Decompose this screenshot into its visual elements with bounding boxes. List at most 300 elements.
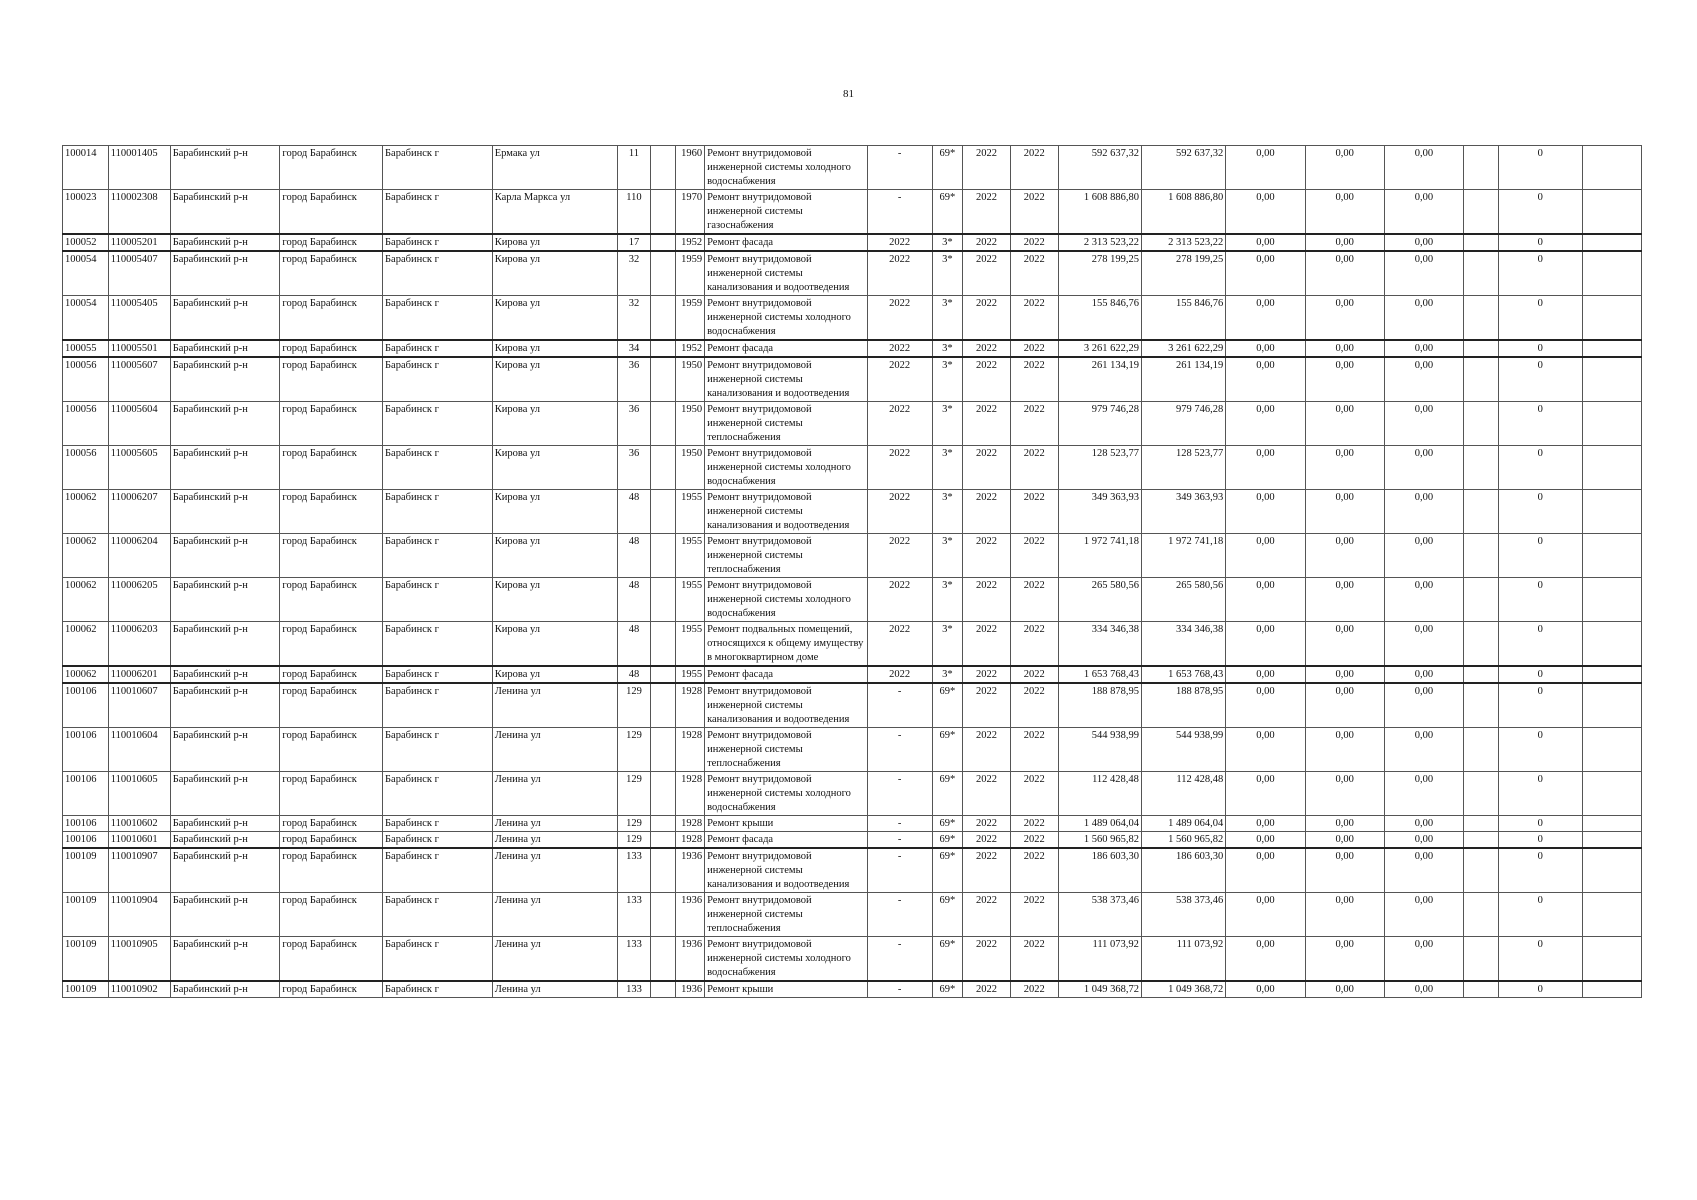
cell-category: 3* [932, 446, 962, 490]
cell-house-number: 129 [617, 816, 651, 832]
cell-cost-budget-local: 0,00 [1384, 937, 1463, 982]
cell-category: 69* [932, 772, 962, 816]
cell-object-id: 100062 [63, 578, 109, 622]
cell-extra-blank [1464, 832, 1499, 849]
cell-cost-fund: 186 603,30 [1141, 848, 1225, 893]
cell-cost-budget-local: 0,00 [1384, 578, 1463, 622]
cell-extra-blank [1464, 146, 1499, 190]
cell-object-id: 100055 [63, 340, 109, 357]
cell-cost-budget-regional: 0,00 [1305, 832, 1384, 849]
cell-cost-budget-local: 0,00 [1384, 296, 1463, 341]
cell-cost-budget-federal: 0,00 [1226, 490, 1305, 534]
cell-cost-budget-regional: 0,00 [1305, 234, 1384, 251]
cell-category: 69* [932, 981, 962, 998]
cell-district: Барабинский р-н [170, 340, 280, 357]
cell-year-end: 2022 [1010, 772, 1058, 816]
cell-cost-fund: 334 346,38 [1141, 622, 1225, 667]
cell-notes [1582, 490, 1641, 534]
cell-street: Кирова ул [492, 402, 617, 446]
cell-year-start: 2022 [963, 666, 1011, 683]
cell-building [651, 402, 675, 446]
cell-settlement: Барабинск г [383, 340, 493, 357]
cell-municipality: город Барабинск [280, 296, 383, 341]
cell-cost-total: 1 653 768,43 [1058, 666, 1141, 683]
cell-year-end: 2022 [1010, 534, 1058, 578]
cell-work-type: Ремонт внутридомовой инженерной системы теплоснабжения [705, 402, 868, 446]
cell-category: 69* [932, 937, 962, 982]
cell-building [651, 728, 675, 772]
cell-notes [1582, 402, 1641, 446]
cell-work-type: Ремонт внутридомовой инженерной системы канализования и водоотведения [705, 251, 868, 296]
cell-extra-blank [1464, 683, 1499, 728]
cell-work-type: Ремонт внутридомовой инженерной системы холодного водоснабжения [705, 937, 868, 982]
cell-category: 69* [932, 146, 962, 190]
cell-cost-budget-federal: 0,00 [1226, 296, 1305, 341]
cell-owners-funds: 0 [1498, 578, 1582, 622]
cell-work-type: Ремонт внутридомовой инженерной системы теплоснабжения [705, 534, 868, 578]
cell-cost-budget-federal: 0,00 [1226, 728, 1305, 772]
cell-work-type: Ремонт внутридомовой инженерной системы холодного водоснабжения [705, 296, 868, 341]
cell-cost-fund: 128 523,77 [1141, 446, 1225, 490]
cell-cost-total: 349 363,93 [1058, 490, 1141, 534]
cell-category: 3* [932, 251, 962, 296]
cell-year-built: 1950 [675, 446, 704, 490]
cell-house-number: 133 [617, 848, 651, 893]
cell-year-end: 2022 [1010, 234, 1058, 251]
cell-extra-blank [1464, 446, 1499, 490]
table-row [63, 402, 1642, 446]
cell-work-type: Ремонт фасада [705, 234, 868, 251]
cell-municipality: город Барабинск [280, 893, 383, 937]
cell-house-number: 17 [617, 234, 651, 251]
cell-street: Ленина ул [492, 683, 617, 728]
cell-building [651, 683, 675, 728]
cell-house-number: 110 [617, 190, 651, 235]
cell-cost-budget-regional: 0,00 [1305, 402, 1384, 446]
cell-extra-blank [1464, 578, 1499, 622]
cell-cost-total: 979 746,28 [1058, 402, 1141, 446]
cell-year-end: 2022 [1010, 357, 1058, 402]
cell-year-start: 2022 [963, 251, 1011, 296]
cell-house-number: 48 [617, 622, 651, 667]
cell-building [651, 234, 675, 251]
cell-building [651, 251, 675, 296]
cell-year-start: 2022 [963, 816, 1011, 832]
cell-object-id: 100014 [63, 146, 109, 190]
cell-cost-total: 1 049 368,72 [1058, 981, 1141, 998]
cell-notes [1582, 728, 1641, 772]
cell-cost-total: 111 073,92 [1058, 937, 1141, 982]
cell-category: 3* [932, 622, 962, 667]
cell-year-end: 2022 [1010, 816, 1058, 832]
cell-house-number: 129 [617, 683, 651, 728]
cell-year-end: 2022 [1010, 146, 1058, 190]
cell-cost-budget-federal: 0,00 [1226, 832, 1305, 849]
cell-cost-fund: 544 938,99 [1141, 728, 1225, 772]
cell-extra-blank [1464, 728, 1499, 772]
cell-extra-blank [1464, 402, 1499, 446]
cell-year-start: 2022 [963, 340, 1011, 357]
cell-work-id: 110005407 [108, 251, 170, 296]
cell-cost-budget-federal: 0,00 [1226, 190, 1305, 235]
table-body [63, 146, 1642, 998]
cell-cost-fund: 1 049 368,72 [1141, 981, 1225, 998]
cell-year-planned: - [867, 728, 932, 772]
cell-cost-total: 155 846,76 [1058, 296, 1141, 341]
cell-owners-funds: 0 [1498, 357, 1582, 402]
cell-owners-funds: 0 [1498, 772, 1582, 816]
cell-year-built: 1955 [675, 490, 704, 534]
cell-building [651, 578, 675, 622]
cell-cost-budget-federal: 0,00 [1226, 534, 1305, 578]
cell-cost-budget-federal: 0,00 [1226, 937, 1305, 982]
cell-work-id: 110005607 [108, 357, 170, 402]
cell-building [651, 981, 675, 998]
cell-year-planned: 2022 [867, 666, 932, 683]
cell-cost-budget-federal: 0,00 [1226, 146, 1305, 190]
cell-year-planned: - [867, 683, 932, 728]
cell-settlement: Барабинск г [383, 666, 493, 683]
page-number: 81 [843, 88, 854, 100]
cell-category: 69* [932, 190, 962, 235]
cell-cost-budget-local: 0,00 [1384, 340, 1463, 357]
cell-work-type: Ремонт внутридомовой инженерной системы холодного водоснабжения [705, 146, 868, 190]
cell-category: 69* [932, 683, 962, 728]
cell-cost-budget-federal: 0,00 [1226, 893, 1305, 937]
cell-work-id: 110001405 [108, 146, 170, 190]
cell-cost-budget-federal: 0,00 [1226, 402, 1305, 446]
cell-notes [1582, 446, 1641, 490]
table-row [63, 340, 1642, 357]
cell-house-number: 11 [617, 146, 651, 190]
cell-district: Барабинский р-н [170, 832, 280, 849]
cell-municipality: город Барабинск [280, 534, 383, 578]
cell-year-start: 2022 [963, 534, 1011, 578]
cell-category: 69* [932, 728, 962, 772]
table-row [63, 446, 1642, 490]
cell-settlement: Барабинск г [383, 402, 493, 446]
cell-extra-blank [1464, 816, 1499, 832]
cell-year-start: 2022 [963, 728, 1011, 772]
cell-street: Кирова ул [492, 534, 617, 578]
cell-house-number: 32 [617, 251, 651, 296]
cell-cost-budget-local: 0,00 [1384, 402, 1463, 446]
cell-street: Кирова ул [492, 666, 617, 683]
cell-year-end: 2022 [1010, 490, 1058, 534]
cell-year-built: 1955 [675, 578, 704, 622]
cell-work-id: 110010907 [108, 848, 170, 893]
cell-street: Ленина ул [492, 981, 617, 998]
cell-settlement: Барабинск г [383, 234, 493, 251]
cell-category: 3* [932, 490, 962, 534]
cell-cost-fund: 155 846,76 [1141, 296, 1225, 341]
cell-municipality: город Барабинск [280, 234, 383, 251]
cell-extra-blank [1464, 893, 1499, 937]
cell-district: Барабинский р-н [170, 937, 280, 982]
cell-category: 3* [932, 578, 962, 622]
cell-building [651, 772, 675, 816]
cell-cost-fund: 979 746,28 [1141, 402, 1225, 446]
cell-street: Ленина ул [492, 772, 617, 816]
cell-street: Ленина ул [492, 893, 617, 937]
cell-cost-total: 3 261 622,29 [1058, 340, 1141, 357]
table-row [63, 146, 1642, 190]
cell-owners-funds: 0 [1498, 234, 1582, 251]
cell-cost-fund: 1 608 886,80 [1141, 190, 1225, 235]
cell-street: Ермака ул [492, 146, 617, 190]
cell-municipality: город Барабинск [280, 446, 383, 490]
cell-municipality: город Барабинск [280, 816, 383, 832]
cell-year-planned: 2022 [867, 340, 932, 357]
table-row [63, 578, 1642, 622]
cell-cost-budget-local: 0,00 [1384, 534, 1463, 578]
cell-owners-funds: 0 [1498, 683, 1582, 728]
cell-notes [1582, 622, 1641, 667]
cell-cost-budget-regional: 0,00 [1305, 816, 1384, 832]
cell-municipality: город Барабинск [280, 251, 383, 296]
cell-cost-budget-federal: 0,00 [1226, 848, 1305, 893]
cell-year-planned: 2022 [867, 446, 932, 490]
cell-cost-budget-regional: 0,00 [1305, 251, 1384, 296]
cell-year-planned: 2022 [867, 622, 932, 667]
cell-work-type: Ремонт внутридомовой инженерной системы канализования и водоотведения [705, 490, 868, 534]
cell-extra-blank [1464, 234, 1499, 251]
cell-house-number: 129 [617, 728, 651, 772]
cell-notes [1582, 848, 1641, 893]
cell-year-start: 2022 [963, 937, 1011, 982]
cell-district: Барабинский р-н [170, 534, 280, 578]
cell-work-type: Ремонт крыши [705, 816, 868, 832]
cell-work-type: Ремонт внутридомовой инженерной системы канализования и водоотведения [705, 357, 868, 402]
cell-cost-budget-federal: 0,00 [1226, 340, 1305, 357]
cell-notes [1582, 251, 1641, 296]
cell-work-type: Ремонт внутридомовой инженерной системы газоснабжения [705, 190, 868, 235]
cell-cost-budget-regional: 0,00 [1305, 848, 1384, 893]
cell-year-planned: 2022 [867, 357, 932, 402]
cell-notes [1582, 357, 1641, 402]
cell-house-number: 48 [617, 578, 651, 622]
cell-work-type: Ремонт подвальных помещений, относящихся к общему имуществу в многоквартирном доме [705, 622, 868, 667]
cell-year-built: 1952 [675, 340, 704, 357]
table-row [63, 190, 1642, 235]
cell-year-built: 1959 [675, 296, 704, 341]
cell-cost-total: 592 637,32 [1058, 146, 1141, 190]
cell-cost-budget-local: 0,00 [1384, 446, 1463, 490]
cell-cost-budget-local: 0,00 [1384, 772, 1463, 816]
cell-house-number: 48 [617, 490, 651, 534]
cell-year-start: 2022 [963, 772, 1011, 816]
cell-district: Барабинский р-н [170, 296, 280, 341]
cell-house-number: 48 [617, 534, 651, 578]
cell-street: Ленина ул [492, 937, 617, 982]
cell-year-built: 1936 [675, 981, 704, 998]
cell-year-start: 2022 [963, 981, 1011, 998]
cell-year-start: 2022 [963, 446, 1011, 490]
cell-cost-total: 112 428,48 [1058, 772, 1141, 816]
cell-municipality: город Барабинск [280, 578, 383, 622]
cell-cost-budget-regional: 0,00 [1305, 340, 1384, 357]
cell-owners-funds: 0 [1498, 190, 1582, 235]
cell-cost-fund: 1 653 768,43 [1141, 666, 1225, 683]
cell-building [651, 146, 675, 190]
cell-house-number: 48 [617, 666, 651, 683]
cell-object-id: 100109 [63, 937, 109, 982]
cell-settlement: Барабинск г [383, 893, 493, 937]
cell-category: 69* [932, 893, 962, 937]
cell-notes [1582, 937, 1641, 982]
register-table [62, 145, 1642, 998]
cell-municipality: город Барабинск [280, 981, 383, 998]
cell-building [651, 534, 675, 578]
cell-cost-fund: 1 972 741,18 [1141, 534, 1225, 578]
cell-settlement: Барабинск г [383, 772, 493, 816]
cell-owners-funds: 0 [1498, 340, 1582, 357]
cell-object-id: 100054 [63, 251, 109, 296]
cell-cost-budget-regional: 0,00 [1305, 534, 1384, 578]
cell-district: Барабинский р-н [170, 490, 280, 534]
cell-house-number: 34 [617, 340, 651, 357]
cell-work-id: 110002308 [108, 190, 170, 235]
cell-extra-blank [1464, 357, 1499, 402]
cell-street: Ленина ул [492, 848, 617, 893]
cell-year-end: 2022 [1010, 296, 1058, 341]
cell-year-start: 2022 [963, 848, 1011, 893]
cell-year-built: 1959 [675, 251, 704, 296]
cell-settlement: Барабинск г [383, 296, 493, 341]
cell-building [651, 490, 675, 534]
cell-notes [1582, 146, 1641, 190]
cell-cost-total: 188 878,95 [1058, 683, 1141, 728]
cell-street: Карла Маркса ул [492, 190, 617, 235]
table-row [63, 893, 1642, 937]
cell-cost-fund: 112 428,48 [1141, 772, 1225, 816]
cell-year-start: 2022 [963, 490, 1011, 534]
cell-year-start: 2022 [963, 357, 1011, 402]
cell-municipality: город Барабинск [280, 190, 383, 235]
cell-municipality: город Барабинск [280, 832, 383, 849]
cell-work-id: 110005605 [108, 446, 170, 490]
cell-cost-budget-federal: 0,00 [1226, 622, 1305, 667]
cell-street: Кирова ул [492, 578, 617, 622]
cell-cost-budget-federal: 0,00 [1226, 234, 1305, 251]
cell-year-built: 1955 [675, 622, 704, 667]
cell-street: Кирова ул [492, 490, 617, 534]
cell-cost-budget-regional: 0,00 [1305, 728, 1384, 772]
table-row [63, 490, 1642, 534]
cell-year-start: 2022 [963, 190, 1011, 235]
cell-object-id: 100023 [63, 190, 109, 235]
cell-cost-total: 186 603,30 [1058, 848, 1141, 893]
cell-work-id: 110005604 [108, 402, 170, 446]
cell-year-start: 2022 [963, 402, 1011, 446]
cell-work-id: 110010607 [108, 683, 170, 728]
cell-district: Барабинский р-н [170, 772, 280, 816]
cell-cost-total: 538 373,46 [1058, 893, 1141, 937]
cell-house-number: 129 [617, 772, 651, 816]
cell-building [651, 190, 675, 235]
cell-cost-fund: 278 199,25 [1141, 251, 1225, 296]
cell-extra-blank [1464, 622, 1499, 667]
cell-street: Кирова ул [492, 622, 617, 667]
cell-district: Барабинский р-н [170, 728, 280, 772]
cell-work-id: 110006204 [108, 534, 170, 578]
cell-cost-total: 544 938,99 [1058, 728, 1141, 772]
cell-object-id: 100106 [63, 728, 109, 772]
cell-owners-funds: 0 [1498, 622, 1582, 667]
cell-settlement: Барабинск г [383, 981, 493, 998]
cell-cost-fund: 1 560 965,82 [1141, 832, 1225, 849]
cell-street: Ленина ул [492, 832, 617, 849]
cell-district: Барабинский р-н [170, 622, 280, 667]
cell-street: Ленина ул [492, 728, 617, 772]
cell-cost-budget-regional: 0,00 [1305, 666, 1384, 683]
cell-work-type: Ремонт внутридомовой инженерной системы теплоснабжения [705, 728, 868, 772]
cell-cost-budget-regional: 0,00 [1305, 446, 1384, 490]
cell-cost-budget-federal: 0,00 [1226, 446, 1305, 490]
cell-municipality: город Барабинск [280, 357, 383, 402]
cell-year-end: 2022 [1010, 251, 1058, 296]
cell-year-planned: 2022 [867, 296, 932, 341]
cell-year-planned: 2022 [867, 578, 932, 622]
cell-year-built: 1936 [675, 848, 704, 893]
cell-cost-budget-local: 0,00 [1384, 622, 1463, 667]
cell-cost-budget-regional: 0,00 [1305, 578, 1384, 622]
cell-object-id: 100106 [63, 683, 109, 728]
cell-cost-total: 334 346,38 [1058, 622, 1141, 667]
cell-object-id: 100109 [63, 848, 109, 893]
cell-year-start: 2022 [963, 578, 1011, 622]
cell-cost-budget-federal: 0,00 [1226, 357, 1305, 402]
cell-year-planned: - [867, 893, 932, 937]
cell-settlement: Барабинск г [383, 937, 493, 982]
cell-settlement: Барабинск г [383, 578, 493, 622]
cell-street: Кирова ул [492, 357, 617, 402]
cell-house-number: 133 [617, 937, 651, 982]
cell-cost-budget-local: 0,00 [1384, 234, 1463, 251]
cell-extra-blank [1464, 251, 1499, 296]
cell-cost-budget-federal: 0,00 [1226, 578, 1305, 622]
table-row [63, 981, 1642, 998]
cell-house-number: 32 [617, 296, 651, 341]
cell-year-built: 1950 [675, 402, 704, 446]
cell-cost-budget-regional: 0,00 [1305, 937, 1384, 982]
cell-cost-fund: 1 489 064,04 [1141, 816, 1225, 832]
cell-year-end: 2022 [1010, 848, 1058, 893]
cell-settlement: Барабинск г [383, 446, 493, 490]
cell-owners-funds: 0 [1498, 490, 1582, 534]
cell-cost-budget-local: 0,00 [1384, 832, 1463, 849]
cell-year-end: 2022 [1010, 728, 1058, 772]
cell-category: 3* [932, 402, 962, 446]
cell-category: 69* [932, 848, 962, 893]
cell-year-start: 2022 [963, 622, 1011, 667]
cell-work-id: 110005201 [108, 234, 170, 251]
cell-year-end: 2022 [1010, 622, 1058, 667]
cell-object-id: 100109 [63, 981, 109, 998]
table-row [63, 848, 1642, 893]
cell-year-built: 1955 [675, 666, 704, 683]
cell-street: Кирова ул [492, 296, 617, 341]
cell-cost-budget-local: 0,00 [1384, 981, 1463, 998]
cell-cost-total: 1 608 886,80 [1058, 190, 1141, 235]
table-row [63, 666, 1642, 683]
cell-year-planned: - [867, 832, 932, 849]
cell-object-id: 100054 [63, 296, 109, 341]
cell-cost-budget-federal: 0,00 [1226, 683, 1305, 728]
cell-building [651, 622, 675, 667]
cell-extra-blank [1464, 848, 1499, 893]
cell-building [651, 937, 675, 982]
